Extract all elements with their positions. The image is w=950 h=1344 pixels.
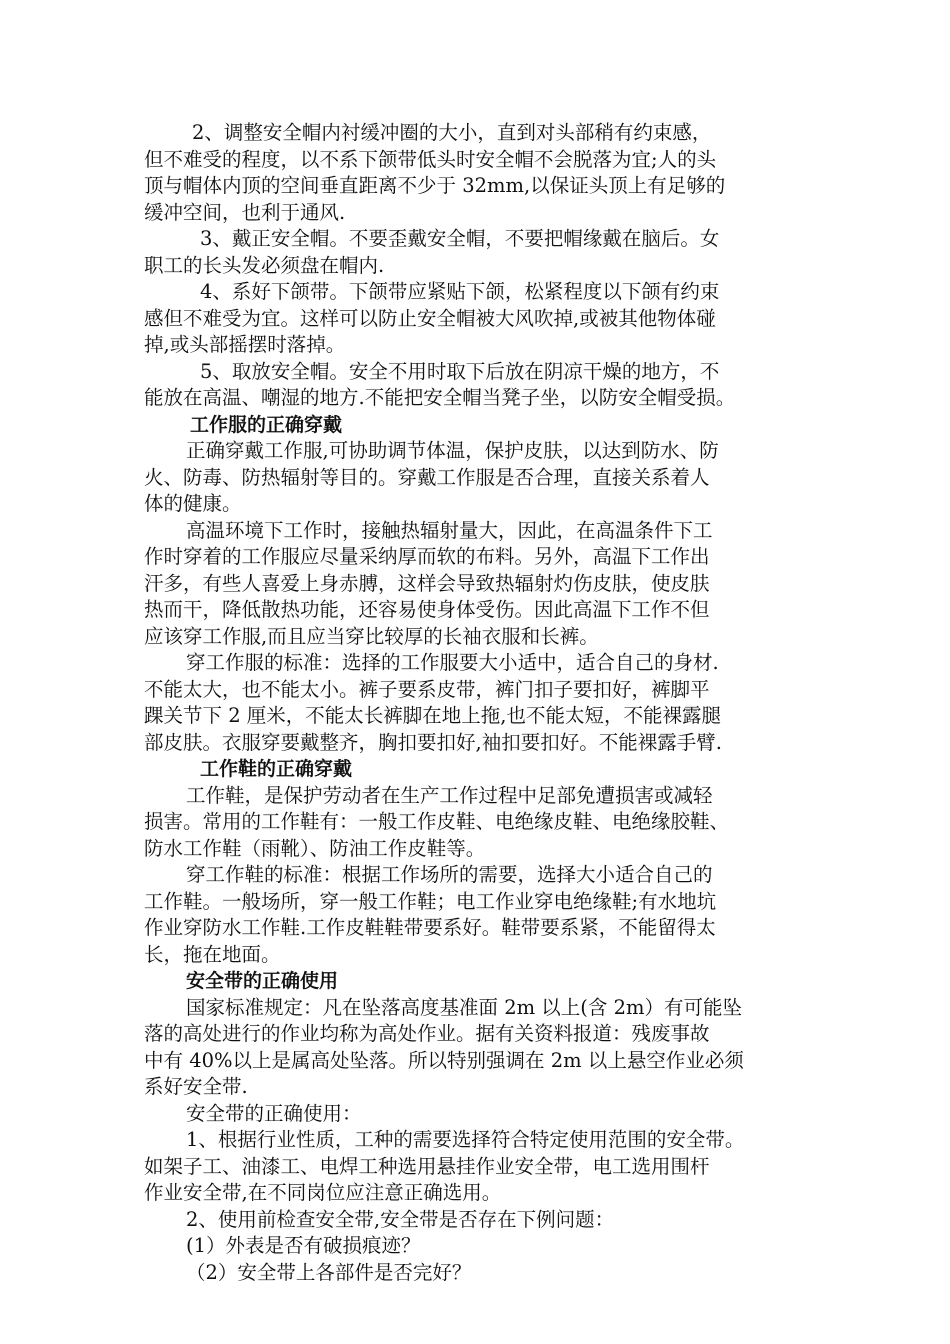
paragraph-line: 长，拖在地面。 [144,942,281,966]
paragraph-line: 防水工作鞋（雨靴）、防油工作皮鞋等。 [144,836,486,860]
paragraph-line: 国家标准规定：凡在坠落高度基准面 2m 以上(含 2m）有可能坠 [186,995,742,1019]
paragraph-line: 正确穿戴工作服,可协助调节体温，保护皮肤，以达到防水、防 [186,439,719,462]
paragraph-line: 系好安全带. [144,1075,248,1098]
paragraph-line: (1）外表是否有破损痕迹？ [186,1234,421,1257]
paragraph-line: 应该穿工作服,而且应当穿比较厚的长袖衣服和长裤。 [144,624,599,648]
paragraph-line: （2）安全带上各部件是否完好？ [186,1260,472,1284]
paragraph-line: 2、使用前检查安全带,安全带是否存在下例问题： [186,1207,615,1231]
paragraph-line: 落的高处进行的作业均称为高处作业。据有关资料报道：残废事故 [144,1022,710,1045]
paragraph-line: 工作鞋，是保护劳动者在生产工作过程中足部免遭损害或减轻 [186,783,713,807]
paragraph-line: 热而干，降低散热功能，还容易使身体受伤。因此高温下工作不但 [144,598,710,621]
paragraph-line: 5、取放安全帽。安全不用时取下后放在阴凉干燥的地方，不 [200,359,720,383]
section-heading: 工作服的正确穿戴 [190,413,343,436]
paragraph-line: 不能太大，也不能太小。裤子要系皮带，裤门扣子要扣好，裤脚平 [144,677,710,701]
paragraph-line: 作业穿防水工作鞋.工作皮鞋鞋带要系好。鞋带要系紧，不能留得太 [144,916,716,939]
paragraph-line: 火、防毒、防热辐射等目的。穿戴工作服是否合理，直接关系着人 [144,465,710,489]
paragraph-line: 但不难受的程度，以不系下颌带低头时安全帽不会脱落为宜;人的头 [144,147,717,171]
paragraph-line: 穿工作鞋的标准：根据工作场所的需要，选择大小适合自己的 [186,863,713,886]
section-heading: 安全带的正确使用 [186,970,339,992]
paragraph-line: 如架子工、油漆工、电焊工种选用悬挂作业安全带，电工选用围杆 [144,1154,710,1178]
paragraph-line: 穿工作服的标准：选择的工作服要大小适中，适合自己的身材. [186,651,719,674]
paragraph-line: 1、根据行业性质，工种的需要选择符合特定使用范围的安全带。 [186,1128,745,1151]
paragraph-line: 高温环境下工作时，接触热辐射量大，因此，在高温条件下工 [186,518,713,542]
paragraph-line: 感但不难受为宜。这样可以防止安全帽被大风吹掉,或被其他物体碰 [144,306,716,330]
paragraph-line: 体的健康。 [144,492,242,515]
paragraph-line: 顶与帽体内顶的空间垂直距离不少于 32mm,以保证头顶上有足够的 [144,174,726,197]
paragraph-line: 3、戴正安全帽。不要歪戴安全帽，不要把帽缘戴在脑后。女 [200,227,720,250]
paragraph-line: 中有 40%以上是属高处坠落。所以特别强调在 2m 以上悬空作业必须 [144,1048,744,1072]
paragraph-line: 4、系好下颌带。下颌带应紧贴下颌，松紧程度以下颌有约束 [200,280,720,303]
paragraph-line: 踝关节下 2 厘米，不能太长裤脚在地上拖,也不能太短，不能裸露腿 [144,704,722,727]
paragraph-line: 汗多，有些人喜爱上身赤膊，这样会导致热辐射灼伤皮肤，使皮肤 [144,571,710,595]
paragraph-line: 工作鞋。一般场所，穿一般工作鞋；电工作业穿电绝缘鞋;有水地坑 [144,889,717,913]
paragraph-line: 安全带的正确使用： [186,1101,362,1125]
paragraph-line: 职工的长头发必须盘在帽内. [144,253,385,277]
paragraph-line: 2、调整安全帽内衬缓冲圈的大小，直到对头部稍有约束感， [192,121,712,144]
paragraph-line: 能放在高温、嘲湿的地方.不能把安全帽当凳子坐，以防安全帽受损。 [144,386,736,409]
paragraph-line: 作时穿着的工作服应尽量采纳厚而软的布料。另外，高温下工作出 [144,545,710,568]
paragraph-line: 损害。常用的工作鞋有：一般工作皮鞋、电绝缘皮鞋、电绝缘胶鞋、 [144,810,730,833]
paragraph-line: 缓冲空间，也利于通风. [144,200,346,224]
document-body [144,120,824,1286]
paragraph-line: 作业安全带,在不同岗位应注意正确选用。 [144,1181,502,1204]
paragraph-line: 掉,或头部摇摆时落掉。 [144,333,346,356]
section-heading: 工作鞋的正确穿戴 [200,758,353,780]
paragraph-line: 部皮肤。衣服穿要戴整齐，胸扣要扣好,袖扣要扣好。不能裸露手臂. [144,730,722,754]
